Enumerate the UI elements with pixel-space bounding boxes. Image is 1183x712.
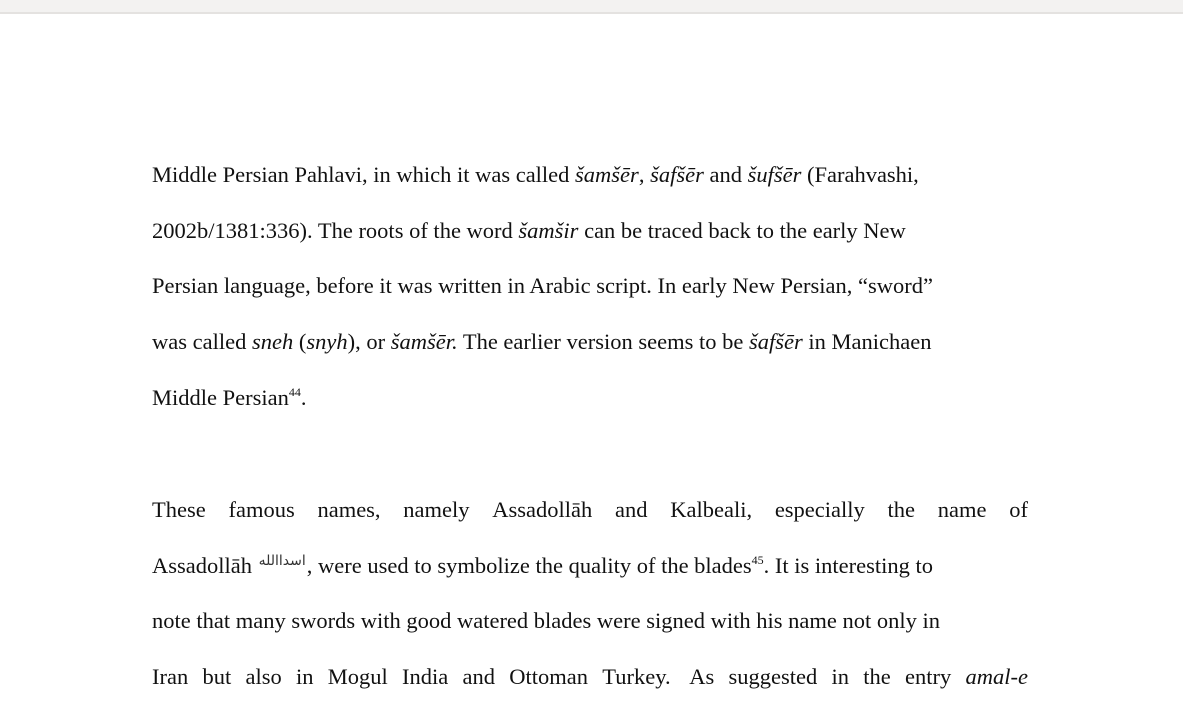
word: of [1009, 497, 1028, 522]
text-run: . [300, 384, 307, 410]
footnote-ref[interactable]: 44 [288, 384, 301, 399]
word: but [202, 664, 232, 690]
word: and [462, 664, 496, 690]
word: also [245, 664, 282, 690]
word: namely [403, 497, 470, 522]
word: Ottoman [509, 664, 589, 690]
toolbar-edge [0, 0, 1183, 14]
word: the [863, 664, 891, 690]
word: India [402, 664, 449, 690]
word: These [152, 497, 206, 522]
text-run: can be traced back to the early New [578, 217, 906, 243]
italic-term: šamšēr [575, 162, 639, 187]
arabic-inscription: اسداالله [258, 552, 306, 569]
text-line-justified [152, 649, 1028, 705]
word: As [684, 664, 715, 690]
word: famous [228, 497, 295, 522]
italic-term: šamšēr. [390, 329, 458, 355]
word: name [937, 497, 987, 522]
word: the [887, 497, 916, 522]
text-line [152, 538, 1028, 594]
word: Iran [152, 664, 189, 690]
paragraph-1 [152, 147, 1028, 425]
text-run: , [638, 162, 651, 187]
text-run: was called [152, 329, 252, 355]
text-run: Assadollāh [152, 552, 258, 578]
word: in [831, 664, 850, 690]
text-line-justified [152, 482, 1028, 538]
text-run: ), or [347, 329, 391, 355]
text-run: ( [293, 329, 307, 355]
italic-term: snyh [306, 329, 348, 355]
word: and [615, 497, 648, 522]
text-run: The earlier version seems to be [457, 329, 749, 355]
text-run: , were used to symbolize the quality of the blades [306, 552, 752, 578]
word: in [296, 664, 314, 690]
paragraph-2 [152, 482, 1028, 705]
word: Mogul [327, 664, 388, 690]
document-page [0, 14, 1183, 712]
text-run: Middle Persian [152, 384, 289, 410]
word: Turkey. [602, 664, 671, 690]
text-run: note that many swords with good watered blades were signed with his name not only in [152, 608, 940, 634]
word: Kalbeali, [670, 497, 753, 522]
footnote-ref[interactable]: 45 [751, 552, 764, 567]
italic-term: šafšēr [650, 162, 704, 187]
word: especially [774, 497, 865, 522]
word: Assadollāh [492, 497, 593, 522]
word: names, [317, 497, 381, 522]
italic-term: šamšir [518, 217, 579, 243]
text-run: . It is interesting to [763, 552, 934, 578]
text-run: in Manichaen [802, 329, 932, 355]
text-run: Middle Persian Pahlavi, in which it was called [152, 162, 576, 187]
text-run: 2002b/1381:336). The roots of the word [152, 217, 519, 243]
italic-term: šufšēr [747, 162, 802, 187]
italic-term: sneh [251, 329, 294, 355]
text-run: Persian language, before it was written in Arabic script. In early New Persian, “sword” [152, 273, 933, 299]
italic-term: šafšēr [748, 329, 803, 355]
text-line [152, 593, 1028, 649]
italic-term: amal-e [965, 664, 1028, 690]
word: entry [905, 664, 952, 690]
text-line [152, 314, 1028, 370]
text-line [152, 147, 1028, 203]
word: suggested [728, 664, 818, 690]
text-run: (Farahvashi, [801, 162, 919, 187]
text-line [152, 203, 1028, 259]
text-line [152, 370, 1028, 426]
text-line [152, 258, 1028, 314]
text-run: and [703, 162, 748, 187]
